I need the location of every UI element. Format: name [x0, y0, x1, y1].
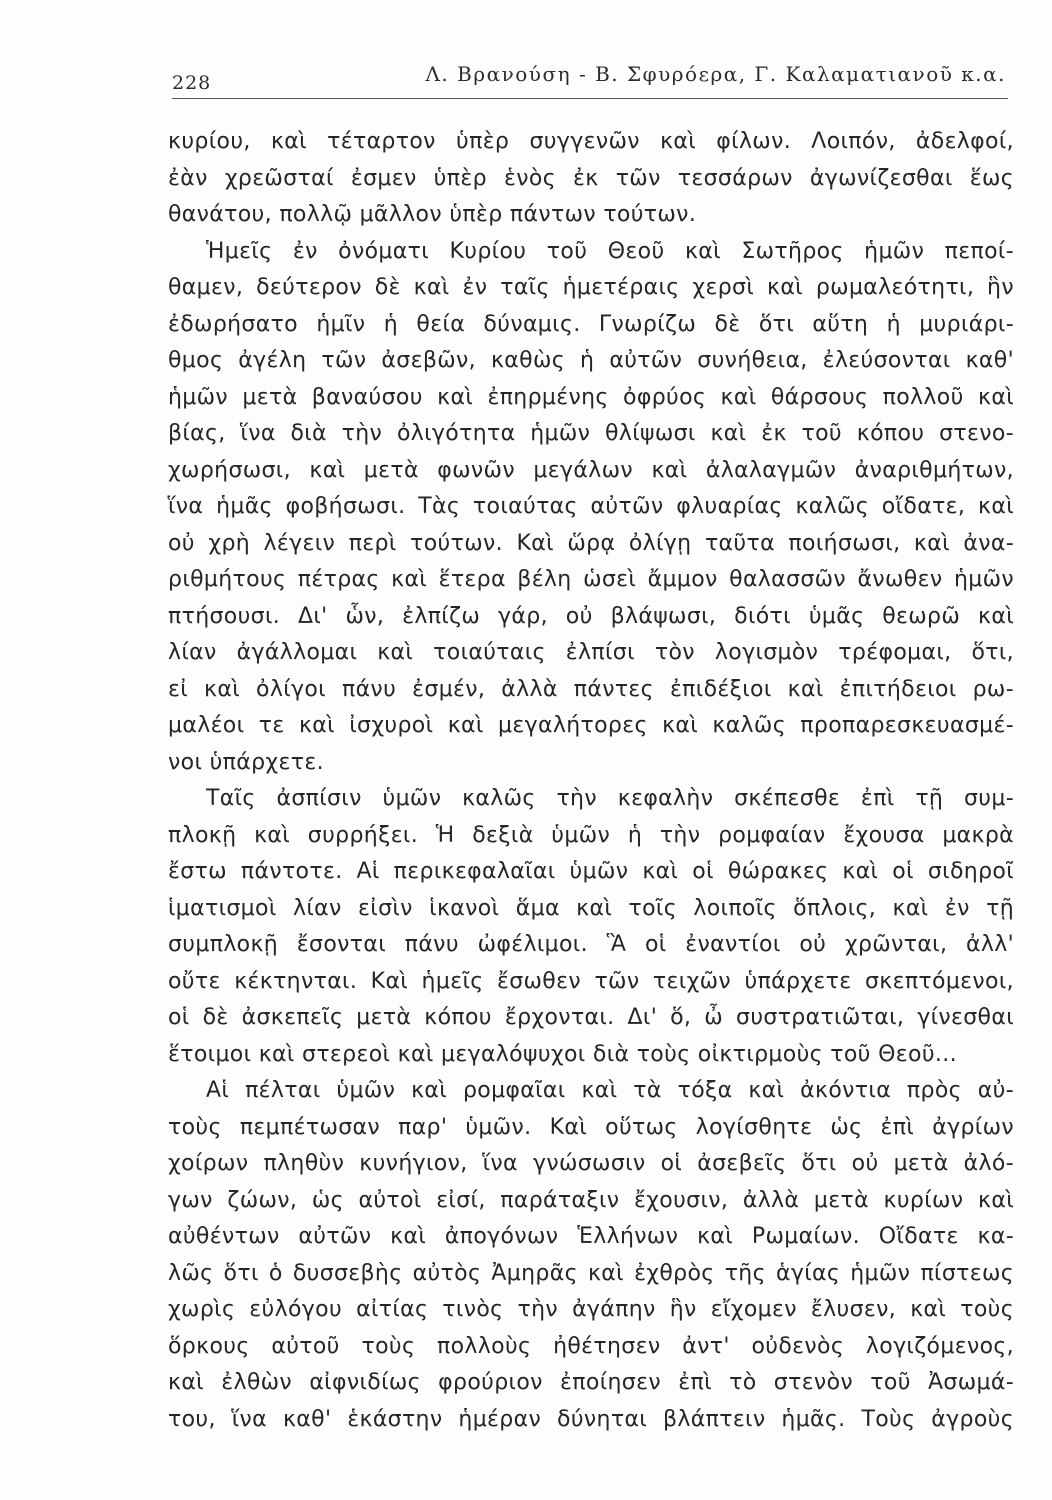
text-line: κυρίου, καὶ τέταρτον ὑπὲρ συγγενῶν καὶ φίλων. Λοιπόν, ἀδελφοί,	[168, 129, 1014, 154]
text-line: χοίρων πληθὺν κυνήγιον, ἵνα γνώσωσιν οἱ ἀσεβεῖς ὅτι οὐ μετὰ ἀλό-	[168, 1151, 1014, 1176]
page-header	[172, 60, 1010, 100]
running-head: Λ. Βρανούση - Β. Σφυρόερα, Γ. Καλαματιανοῦ κ.α.	[425, 62, 1006, 86]
text-line: νοι ὑπάρχετε.	[168, 749, 324, 775]
text-line: ριθμήτους πέτρας καὶ ἕτερα βέλη ὡσεὶ ἄμμον θαλασσῶν ἄνωθεν ἡμῶν	[168, 567, 1014, 592]
text-line: ἐδωρήσατο ἡμῖν ἡ θεία δύναμις. Γνωρίζω δὲ ὅτι αὕτη ἡ μυριάρι-	[168, 311, 1014, 337]
text-line: πτήσουσι. Δι' ὧν, ἐλπίζω γάρ, οὐ βλάψωσι, διότι ὑμᾶς θεωρῶ καὶ	[168, 603, 1014, 629]
text-line: καὶ ἐλθὼν αἰφνιδίως φρούριον ἐποίησεν ἐπὶ τὸ στενὸν τοῦ Ἀσωμά-	[168, 1370, 1014, 1395]
page-number: 228	[172, 72, 212, 94]
text-line: εἰ καὶ ὀλίγοι πάνυ ἐσμέν, ἀλλὰ πάντες ἐπιδέξιοι καὶ ἐπιτήδειοι ρω-	[168, 676, 1014, 702]
text-line: πλοκῇ καὶ συρρήξει. Ἡ δεξιὰ ὑμῶν ἡ τὴν ρομφαίαν ἔχουσα μακρὰ	[168, 822, 1014, 848]
text-line: ἔστω πάντοτε. Αἱ περικεφαλαῖαι ὑμῶν καὶ οἱ θώρακες καὶ οἱ σιδηροῖ	[168, 859, 1014, 884]
text-line: ἐὰν χρεῶσταί ἐσμεν ὑπὲρ ἑνὸς ἐκ τῶν τεσσάρων ἀγωνίζεσθαι ἕως	[168, 165, 1014, 191]
body-text	[168, 124, 1014, 1438]
text-line: ὅρκους αὐτοῦ τοὺς πολλοὺς ἠθέτησεν ἀντ' οὐδενὸς λογιζόμενος,	[168, 1333, 1014, 1359]
text-line: ἱματισμοὶ λίαν εἰσὶν ἱκανοὶ ἅμα καὶ τοῖς λοιποῖς ὅπλοις, καὶ ἐν τῇ	[168, 895, 1014, 921]
text-line: τοὺς πεμπέτωσαν παρ' ὑμῶν. Καὶ οὕτως λογίσθητε ὡς ἐπὶ ἀγρίων	[168, 1114, 1014, 1140]
text-line: γων ζώων, ὡς αὐτοὶ εἰσί, παράταξιν ἔχουσιν, ἀλλὰ μετὰ κυρίων καὶ	[168, 1187, 1014, 1213]
text-line: Ἡμεῖς ἐν ὀνόματι Κυρίου τοῦ Θεοῦ καὶ Σωτῆρος ἡμῶν πεποί-	[206, 238, 1014, 264]
text-line: Ταῖς ἀσπίσιν ὑμῶν καλῶς τὴν κεφαλὴν σκέπεσθε ἐπὶ τῇ συμ-	[206, 786, 1014, 811]
text-line: χωρήσωσι, καὶ μετὰ φωνῶν μεγάλων καὶ ἀλαλαγμῶν ἀναριθμήτων,	[168, 457, 1014, 483]
text-line: του, ἵνα καθ' ἑκάστην ἡμέραν δύνηται βλάπτειν ἡμᾶς. Τοὺς ἀγροὺς	[168, 1406, 1014, 1432]
text-line: λίαν ἀγάλλομαι καὶ τοιαύταις ἐλπίσι τὸν λογισμὸν τρέφομαι, ὅτι,	[168, 640, 1014, 665]
text-line: θανάτου, πολλῷ μᾶλλον ὑπὲρ πάντων τούτων.	[168, 202, 697, 227]
text-line: βίας, ἵνα διὰ τὴν ὀλιγότητα ἡμῶν θλίψωσι καὶ ἐκ τοῦ κόπου στενο-	[168, 421, 1014, 446]
text-line: χωρὶς εὐλόγου αἰτίας τινὸς τὴν ἀγάπην ἣν εἴχομεν ἔλυσεν, καὶ τοὺς	[168, 1297, 1014, 1322]
text-line: θαμεν, δεύτερον δὲ καὶ ἐν ταῖς ἡμετέραις χερσὶ καὶ ρωμαλεότητι, ἣν	[168, 275, 1014, 300]
text-line: ἕτοιμοι καὶ στερεοὶ καὶ μεγαλόψυχοι διὰ τοὺς οἰκτιρμοὺς τοῦ Θεοῦ...	[168, 1041, 957, 1067]
text-line: οἱ δὲ ἀσκεπεῖς μετὰ κόπου ἔρχονται. Δι' ὅ, ὦ συστρατιῶται, γίνεσθαι	[168, 1005, 1014, 1030]
text-line: λῶς ὅτι ὁ δυσσεβὴς αὐτὸς Ἀμηρᾶς καὶ ἐχθρὸς τῆς ἁγίας ἡμῶν πίστεως	[168, 1260, 1014, 1286]
text-line: μαλέοι τε καὶ ἰσχυροὶ καὶ μεγαλήτορες καὶ καλῶς προπαρεσκευασμέ-	[168, 713, 1014, 738]
text-line: ἡμῶν μετὰ βαναύσου καὶ ἐπηρμένης ὀφρύος καὶ θάρσους πολλοῦ καὶ	[168, 384, 1014, 410]
text-line: Αἱ πέλται ὑμῶν καὶ ρομφαῖαι καὶ τὰ τόξα καὶ ἀκόντια πρὸς αὐ-	[206, 1078, 1014, 1103]
text-line: οὐ χρὴ λέγειν περὶ τούτων. Καὶ ὥρᾳ ὀλίγῃ ταῦτα ποιήσωσι, καὶ ἀνα-	[168, 530, 1014, 556]
text-line: θμος ἀγέλη τῶν ἀσεβῶν, καθὼς ἡ αὐτῶν συνήθεια, ἐλεύσονται καθ'	[168, 348, 1014, 373]
header-rule	[172, 98, 1008, 99]
text-line: οὔτε κέκτηνται. Καὶ ἡμεῖς ἔσωθεν τῶν τειχῶν ὑπάρχετε σκεπτόμενοι,	[168, 968, 1014, 994]
text-line: συμπλοκῇ ἔσονται πάνυ ὠφέλιμοι. Ἃ οἱ ἐναντίοι οὐ χρῶνται, ἀλλ'	[168, 932, 1014, 957]
text-line: αὐθέντων αὐτῶν καὶ ἀπογόνων Ἑλλήνων καὶ Ρωμαίων. Οἴδατε κα-	[168, 1224, 1014, 1249]
text-line: ἵνα ἡμᾶς φοβήσωσι. Τὰς τοιαύτας αὐτῶν φλυαρίας καλῶς οἴδατε, καὶ	[168, 494, 1014, 519]
